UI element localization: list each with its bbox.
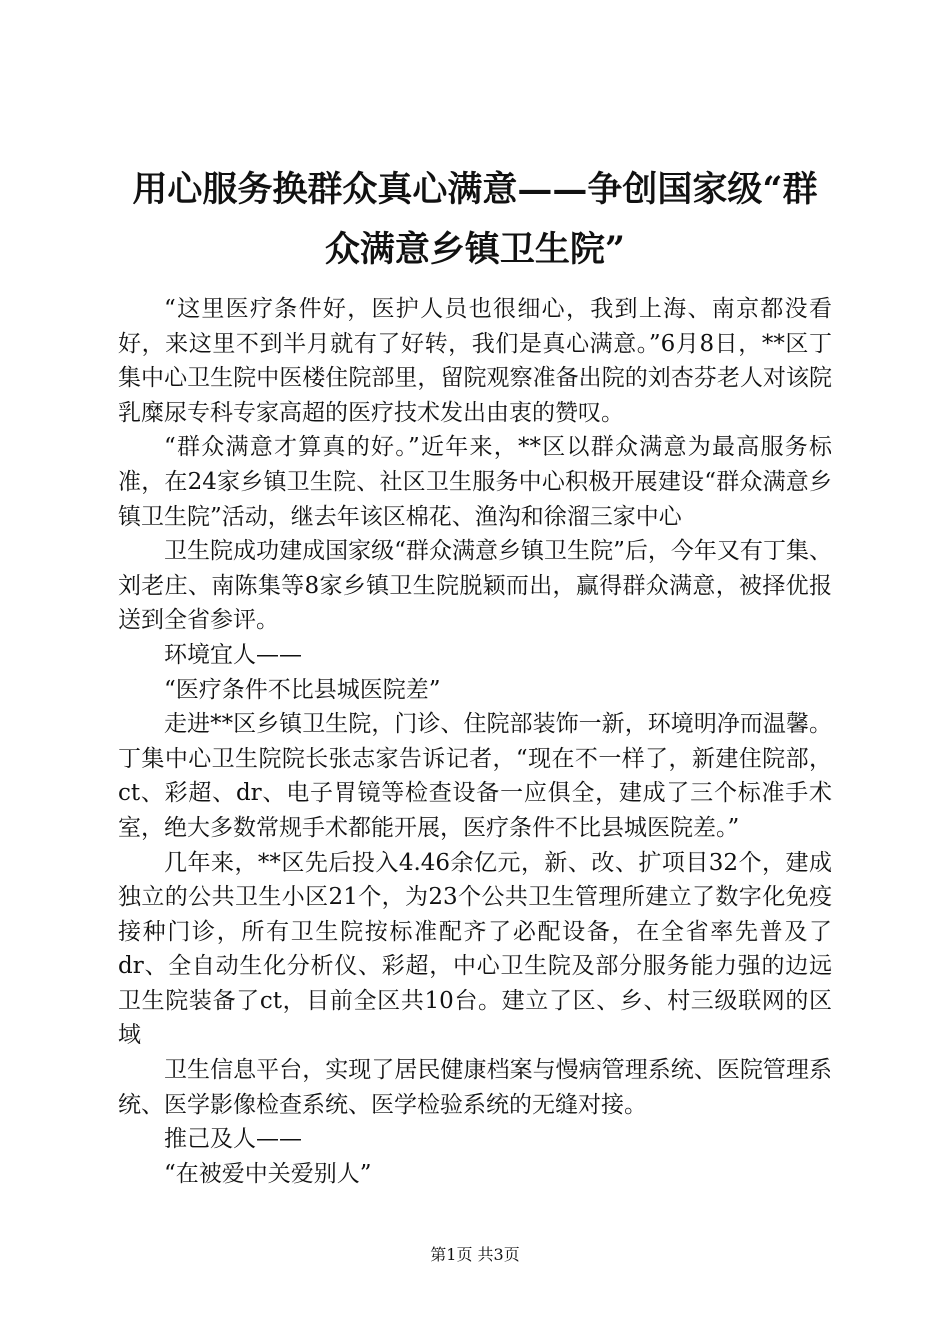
- section-subheading: “医疗条件不比县城医院差”: [164, 676, 441, 703]
- section-heading: 推己及人——: [164, 1126, 302, 1153]
- paragraph: 几年来，**区先后投入4.46余亿元，新、改、扩项目32个，建成独立的公共卫生小区21个，为23个公共卫生管理所建立了数字化免疫接种门诊，所有卫生院按标准配齐了必配设备，在全省率先普及了dr、全自动生化分析仪、彩超，中心卫生院及部分服务能力强的边远卫生院装备了ct，目前全区共10台。建立了区、乡、村三级联网的区域: [118, 849, 832, 1049]
- document-title: 用心服务换群众真心满意——争创国家级“群众满意乡镇卫生院”: [132, 169, 818, 270]
- paragraph: “群众满意才算真的好。”近年来，**区以群众满意为最高服务标准，在24家乡镇卫生院、社区卫生服务中心积极开展建设“群众满意乡镇卫生院”活动，继去年该区棉花、渔沟和徐溜三家中心: [118, 434, 832, 530]
- document-body: [118, 292, 832, 1191]
- paragraph: 走进**区乡镇卫生院，门诊、住院部装饰一新，环境明净而温馨。丁集中心卫生院院长张志家告诉记者，“现在不一样了，新建住院部，ct、彩超、dr、电子胃镜等检查设备一应俱全，建成了三个标准手术室，绝大多数常规手术都能开展，医疗条件不比县城医院差。”: [118, 711, 832, 841]
- page-footer: 第1页 共3页: [430, 1245, 520, 1264]
- paragraph: 卫生信息平台，实现了居民健康档案与慢病管理系统、医院管理系统、医学影像检查系统、医学检验系统的无缝对接。: [118, 1057, 832, 1118]
- section-heading: 环境宜人——: [164, 641, 302, 668]
- paragraph: 卫生院成功建成国家级“群众满意乡镇卫生院”后，今年又有丁集、刘老庄、南陈集等8家乡镇卫生院脱颖而出，赢得群众满意，被择优报送到全省参评。: [118, 538, 832, 634]
- paragraph: “这里医疗条件好，医护人员也很细心，我到上海、南京都没看好，来这里不到半月就有了好转，我们是真心满意。”6月8日，**区丁集中心卫生院中医楼住院部里，留院观察准备出院的刘杏芬老人对该院乳糜尿专科专家高超的医疗技术发出由衷的赞叹。: [118, 296, 832, 426]
- section-subheading: “在被爱中关爱别人”: [164, 1160, 372, 1187]
